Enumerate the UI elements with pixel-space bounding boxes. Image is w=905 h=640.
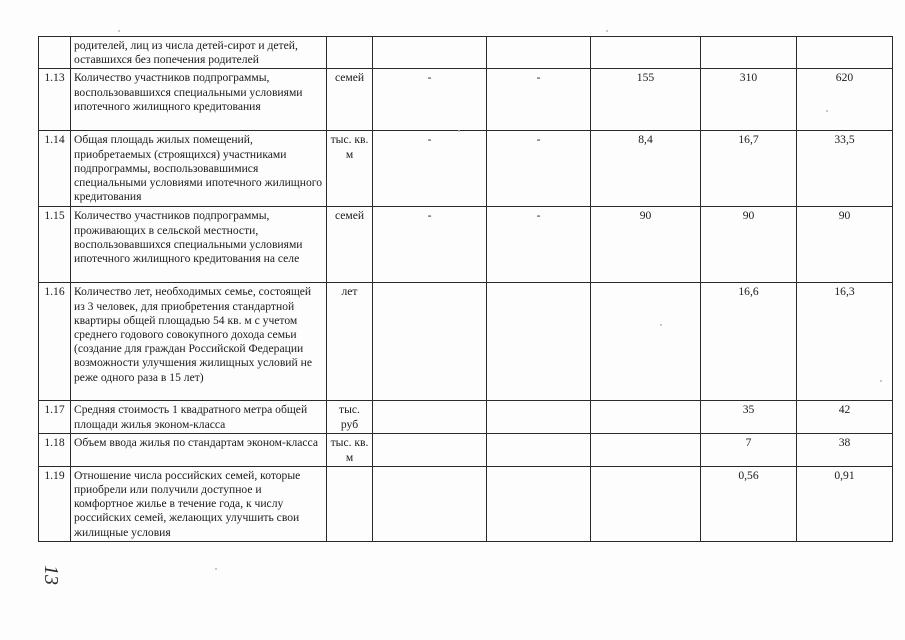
row-number: 1.17 <box>39 401 71 434</box>
unit-cell: тыс. руб <box>327 401 373 434</box>
table-row <box>39 69 893 131</box>
row-number <box>39 37 71 69</box>
indicator-name: Средняя стоимость 1 квадратного метра общей площади жилья эконом-класса <box>71 401 327 434</box>
unit-cell: семей <box>327 207 373 283</box>
row-number: 1.19 <box>39 466 71 541</box>
indicator-name: Количество участников подпрограммы, проживающих в сельской местности, воспользовавшихся специальными условиями ипотечного жилищного кредитования на селе <box>71 207 327 283</box>
scan-speck <box>215 568 217 570</box>
value-cell: 90 <box>591 207 701 283</box>
scan-speck <box>660 324 662 326</box>
table-row <box>39 131 893 207</box>
value-cell: 38 <box>797 434 893 466</box>
value-cell <box>591 401 701 434</box>
value-cell: - <box>487 69 591 131</box>
value-cell <box>487 401 591 434</box>
value-cell: 8,4 <box>591 131 701 207</box>
scan-speck <box>880 380 882 382</box>
indicator-name: родителей, лиц из числа детей-сирот и детей, оставшихся без попечения родителей <box>71 37 327 69</box>
unit-cell <box>327 466 373 541</box>
scan-speck <box>606 30 608 32</box>
value-cell <box>373 37 487 69</box>
value-cell <box>591 466 701 541</box>
unit-cell: тыс. кв. м <box>327 131 373 207</box>
value-cell: 35 <box>701 401 797 434</box>
value-cell: 16,3 <box>797 283 893 401</box>
table-row <box>39 207 893 283</box>
unit-cell <box>327 37 373 69</box>
row-number: 1.14 <box>39 131 71 207</box>
value-cell: - <box>373 131 487 207</box>
value-cell: 620 <box>797 69 893 131</box>
unit-cell: лет <box>327 283 373 401</box>
value-cell <box>487 466 591 541</box>
table-row <box>39 466 893 541</box>
value-cell: 16,6 <box>701 283 797 401</box>
table-row <box>39 434 893 466</box>
value-cell: 7 <box>701 434 797 466</box>
row-number: 1.13 <box>39 69 71 131</box>
value-cell <box>591 283 701 401</box>
value-cell: - <box>487 207 591 283</box>
value-cell: - <box>487 131 591 207</box>
value-cell: 155 <box>591 69 701 131</box>
value-cell <box>487 283 591 401</box>
row-number: 1.15 <box>39 207 71 283</box>
table-row <box>39 401 893 434</box>
indicator-name: Объем ввода жилья по стандартам эконом-класса <box>71 434 327 466</box>
value-cell: - <box>373 207 487 283</box>
value-cell: 0,56 <box>701 466 797 541</box>
scan-speck <box>826 110 828 112</box>
value-cell <box>701 37 797 69</box>
scan-speck <box>458 130 460 132</box>
value-cell <box>487 434 591 466</box>
value-cell: 0,91 <box>797 466 893 541</box>
value-cell <box>373 466 487 541</box>
indicator-name: Отношение числа российских семей, которые приобрели или получили доступное и комфортное жилье в течение года, к числу российских семей, желающих улучшить свои жилищные условия <box>71 466 327 541</box>
value-cell <box>591 434 701 466</box>
indicator-name: Количество лет, необходимых семье, состоящей из 3 человек, для приобретения стандартной квартиры общей площадью 54 кв. м с учетом среднего годового совокупного дохода семьи (создание для граждан Российской Федерации возможности улучшения жилищных условий не реже одного раза в 15 лет) <box>71 283 327 401</box>
indicator-name: Количество участников подпрограммы, воспользовавшихся специальными условиями ипотечного жилищного кредитования <box>71 69 327 131</box>
value-cell <box>591 37 701 69</box>
value-cell: 42 <box>797 401 893 434</box>
value-cell: 33,5 <box>797 131 893 207</box>
indicator-name: Общая площадь жилых помещений, приобретаемых (строящихся) участниками подпрограммы, воспользовавшимися специальными условиями ипотечного жилищного кредитования <box>71 131 327 207</box>
indicators-table <box>38 36 893 542</box>
value-cell: 90 <box>701 207 797 283</box>
value-cell <box>487 37 591 69</box>
row-number: 1.18 <box>39 434 71 466</box>
unit-cell: семей <box>327 69 373 131</box>
scan-speck <box>118 30 120 32</box>
unit-cell: тыс. кв. м <box>327 434 373 466</box>
value-cell: - <box>373 69 487 131</box>
value-cell <box>373 401 487 434</box>
value-cell: 90 <box>797 207 893 283</box>
page-number: 13 <box>40 565 62 585</box>
value-cell <box>373 434 487 466</box>
value-cell: 310 <box>701 69 797 131</box>
value-cell <box>797 37 893 69</box>
value-cell <box>373 283 487 401</box>
table-row <box>39 283 893 401</box>
row-number: 1.16 <box>39 283 71 401</box>
value-cell: 16,7 <box>701 131 797 207</box>
table-row <box>39 37 893 69</box>
